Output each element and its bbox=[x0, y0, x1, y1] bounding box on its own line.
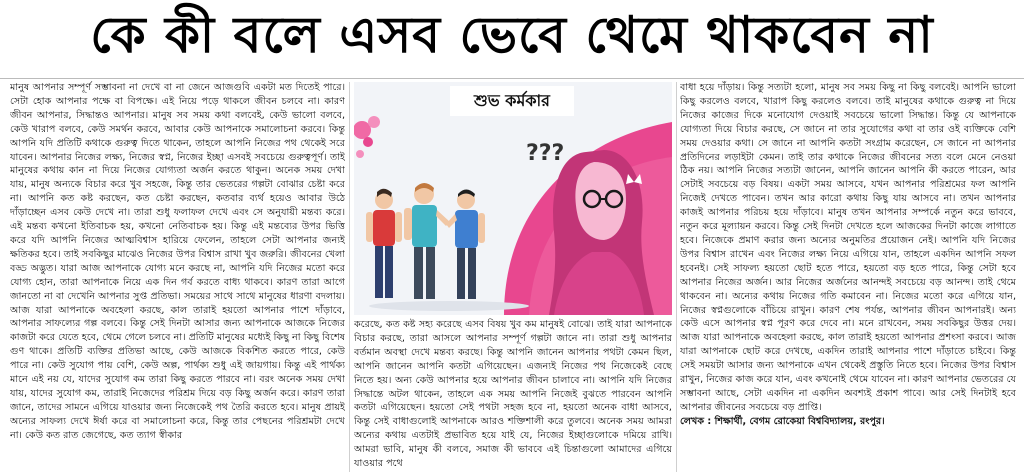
ground-shadow bbox=[369, 301, 529, 311]
headline-divider bbox=[0, 78, 1024, 79]
person-red-shirt bbox=[366, 189, 402, 298]
column-left-text: মানুষ আপনার সম্পূর্ণ সম্ভাবনা না দেখে বা না জেনে আজগুবি একটা মত দিতেই পারে। সেটা হোক আপনার পক্ষে বা বিপক্ষে। এই নিয়ে পড়ে থাকলে জীবন চলবে না। কারণ জীবন আপনার, সিদ্ধান্তও আপনার। মানুষ সব সময় কথা বলবেই, কেউ ভালো বলবে, কেউ খারাপ বলবে, কেউ সমর্থন করবে, আবার কেউ আপনাকে সমালোচনা করবে। কিন্তু আপনি যদি প্রতিটি কথাকে গুরুত্ব দিতে থাকেন, তাহলে আপনি নিজের পথ থেকেই সরে যাবেন। আপনার নিজের লক্ষ্য, নিজের স্বপ্ন, নিজের ইচ্ছা এসবই সবচেয়ে গুরুত্বপূর্ণ। তাই মানুষের কথায় কান না দিয়ে নিজের যোগ্যতা অর্জন করতে থাকুন। অনেক সময় দেখা যায়, মানুষ অন্যকে বিচার করে খুব সহজে, কিন্তু তার ভেতরের গল্পটা বোঝার চেষ্টা করে না। আপনি কত কষ্ট করছেন, কত চেষ্টা করছেন, কতবার ব্যর্থ হয়েও আবার উঠে দাঁড়াচ্ছেন এসব কেউ দেখে না। তারা শুধু ফলাফল দেখে এবং সে অনুযায়ী মন্তব্য করে। এই মন্তব্য কখনো ইতিবাচক হয়, কখনো নেতিবাচক হয়। কিন্তু এই মন্তব্যের উপর ভিত্তি করে যদি আপনি নিজের আত্মবিশ্বাস হারিয়ে ফেলেন, তাহলে সেটা আপনার জন্যই ক্ষতিকর হবে। তাই সবকিছুর মাঝেও নিজের উপর বিশ্বাস রাখা খুব জরুরি। জীবনের খেলা বড্ড অদ্ভুত। যারা আজ আপনাকে যোগ্য মনে করছে না, আপনি যদি নিজের মতো করে যোগ্য হোন, তারা আপনাকে নিয়ে এক দিন গর্ব করতে বাধ্য থাকবে। কারণ তারা আগে জানতো না বা দেখেনি আপনার সুপ্ত প্রতিভা। সময়ের সাথে সাথে মানুষের ধারণা বদলায়। আজ যারা আপনাকে অবহেলা করছে, কাল তারাই হয়তো আপনার পাশে দাঁড়াবে, আপনার সাফল্যের গল্প বলবে। কিন্তু সেই দিনটা আসার জন্য আপনাকে আজকে নিজের কাজটা করে যেতে হবে, থেমে গেলে চলবে না। প্রতিটি মানুষের মধ্যেই কিছু না কিছু বিশেষ গুণ থাকে। প্রতিটি ব্যক্তির প্রতিভা আছে, কেউ আজকে বিকশিত করতে পারে, কেউ পারে না। কেউ সুযোগ পায় বেশি, কেউ অল্প, পার্থক্য শুধু এই জায়গায়। কিন্তু এই পার্থক্য মানে এই নয় যে, যাদের সুযোগ কম তারা কিছু করতে পারবে না। বরং অনেক সময় দেখা যায়, যাদের সুযোগ কম, তারাই নিজেদের পরিশ্রম দিয়ে বড় কিছু অর্জন করে। কারণ তারা জানে, তাদের সামনে এগিয়ে যাওয়ার জন্য নিজেকেই পথ তৈরি করতে হবে। মানুষ প্রায়ই অন্যের সাফল্য দেখে ঈর্ষা করে বা সমালোচনা করে, কিন্তু তার পেছনের পরিশ্রমটা দেখে না। কেউ কত রাত জেগেছে, কত ত্যাগ স্বীকার bbox=[10, 82, 345, 441]
column-divider-left bbox=[349, 82, 350, 472]
article-column-left bbox=[10, 81, 345, 473]
question-marks: ??? bbox=[526, 141, 565, 166]
column-right-text: বাধা হয়ে দাঁড়ায়। কিন্তু সত্যটা হলো, মানুষ সব সময় কিছু না কিছু বলবেই। আপনি ভালো কিছু করলেও বলবে, খারাপ কিছু করলেও বলবে। তাই মানুষের কথাকে গুরুত্ব না দিয়ে নিজের কাজের দিকে মনোযোগ দেওয়াই সবচেয়ে ভালো সিদ্ধান্ত। কিন্তু যে আপনাকে যোগ্যতা দিয়ে বিচার করছে, সে জানে না তার সুযোগের কথা বা তার ওই ব্যক্তিকে বেশি সময় দেওয়ার কথা। সে জানে না আপনি কতটা সংগ্রাম করেছেন, সে জানে না আপনার প্রতিদিনের লড়াইটা কেমন। তাই তার কথাকে নিজের জীবনের সত্য বলে মেনে নেওয়া ঠিক নয়। আপনি নিজের সত্যটা জানেন, আপনি জানেন আপনি কী করতে পারেন, আর সেটাই সবচেয়ে বড় বিষয়। একটা সময় আসবে, যখন আপনার পরিশ্রমের ফল আপনি নিজেই দেখতে পাবেন। তখন আর কারো কথায় কিছু যায় আসবে না। তখন আপনার কাজই আপনার পরিচয় হয়ে দাঁড়াবে। মানুষ তখন আপনার সম্পর্কে নতুন করে ভাববে, নতুন করে মূল্যায়ন করবে। কিন্তু সেই দিনটা দেখতে হলে আজকের দিনটা কাজে লাগাতে হবে। নিজেকে প্রমাণ করার জন্য অন্যের অনুমতির প্রয়োজন নেই। আপনি যদি নিজের উপর বিশ্বাস রাখেন এবং নিজের লক্ষ্য নিয়ে এগিয়ে যান, তাহলে একদিন আপনি সফল হবেনই। সেই সাফল্য হয়তো ছোট হতে পারে, হয়তো বড় হতে পারে, কিন্তু সেটা হবে আপনার নিজের অর্জন। আর নিজের অর্জনের আনন্দই সবচেয়ে বড় আনন্দ। তাই থেমে থাকবেন না। অন্যের কথায় নিজের গতি কমাবেন না। নিজের মতো করে এগিয়ে যান, নিজের স্বপ্নগুলোকে বাঁচিয়ে রাখুন। কারণ শেষ পর্যন্ত, আপনার জীবন আপনারই। অন্য কেউ এসে আপনার স্বপ্ন পূরণ করে দেবে না। মনে রাখবেন, সময় সবকিছুর উত্তর দেয়। আজ যারা আপনাকে অবহেলা করছে, কাল তারাই হয়তো আপনার প্রশংসা করবে। আজ যারা আপনাকে ছোট করে দেখছে, একদিন তারাই আপনার পাশে দাঁড়াতে চাইবে। কিন্তু সেই সময়টা আসার জন্য আপনাকে এখন থেকেই প্রস্তুতি নিতে হবে। নিজের উপর বিশ্বাস রাখুন, নিজের কাজ করে যান, এবং কখনোই থেমে যাবেন না। কারণ আপনার ভেতরের যে সম্ভাবনা আছে, সেটা একদিন না একদিন অবশ্যই প্রকাশ পাবে। আর সেই দিনটাই হবে আপনার জীবনের সবচেয়ে বড় প্রাপ্তি। bbox=[680, 82, 1016, 413]
illustration-art bbox=[354, 82, 672, 315]
article-column-right bbox=[680, 81, 1016, 473]
person-teal-shirt bbox=[404, 183, 450, 299]
flower-decoration-icon bbox=[354, 116, 380, 158]
headline: কে কী বলে এসব ভেবে থেমে থাকবেন না bbox=[90, 5, 934, 64]
byline: লেখক : শিক্ষার্থী, বেগম রোকেয়া বিশ্ববিদ্যালয়, রংপুর। bbox=[680, 415, 885, 427]
article-column-middle bbox=[354, 318, 672, 473]
column-middle-text: করেছে, কত কষ্ট সহ্য করেছে এসব বিষয় খুব কম মানুষই বোঝে। তাই যারা আপনাকে বিচার করছে, তারা আসলে আপনার সম্পূর্ণ গল্পটা জানে না। তারা শুধু আপনার বর্তমান অবস্থা দেখে মন্তব্য করছে। কিন্তু আপনি জানেন আপনার পথটা কেমন ছিল, আপনি জানেন আপনি কতটা এগিয়েছেন। এজন্যই নিজের পথ নিজেকেই বেছে নিতে হয়। অন্য কেউ আপনার হয়ে আপনার জীবন চালাবে না। আপনি যদি নিজের সিদ্ধান্তে অটল থাকেন, তাহলে এক সময় আপনি নিজেই বুঝতে পারবেন আপনি কতটা এগিয়েছেন। হয়তো সেই পথটা সহজ হবে না, হয়তো অনেক বাধা আসবে, কিন্তু সেই বাধাগুলোই আপনাকে আরও শক্তিশালী করে তুলবে। অনেক সময় আমরা অন্যের কথায় এতটাই প্রভাবিত হয়ে যাই যে, নিজের ইচ্ছাগুলোকে দমিয়ে রাখি। আমরা ভাবি, মানুষ কী বলবে, সমাজ কী ভাববে এই চিন্তাগুলো আমাদের এগিয়ে যাওয়ার পথে bbox=[354, 319, 672, 470]
author-name: শুভ কর্মকার bbox=[474, 90, 550, 110]
author-name-box bbox=[450, 86, 574, 116]
column-divider-right bbox=[676, 82, 677, 472]
person-blue-shirt bbox=[446, 190, 485, 300]
article-illustration bbox=[354, 82, 672, 315]
